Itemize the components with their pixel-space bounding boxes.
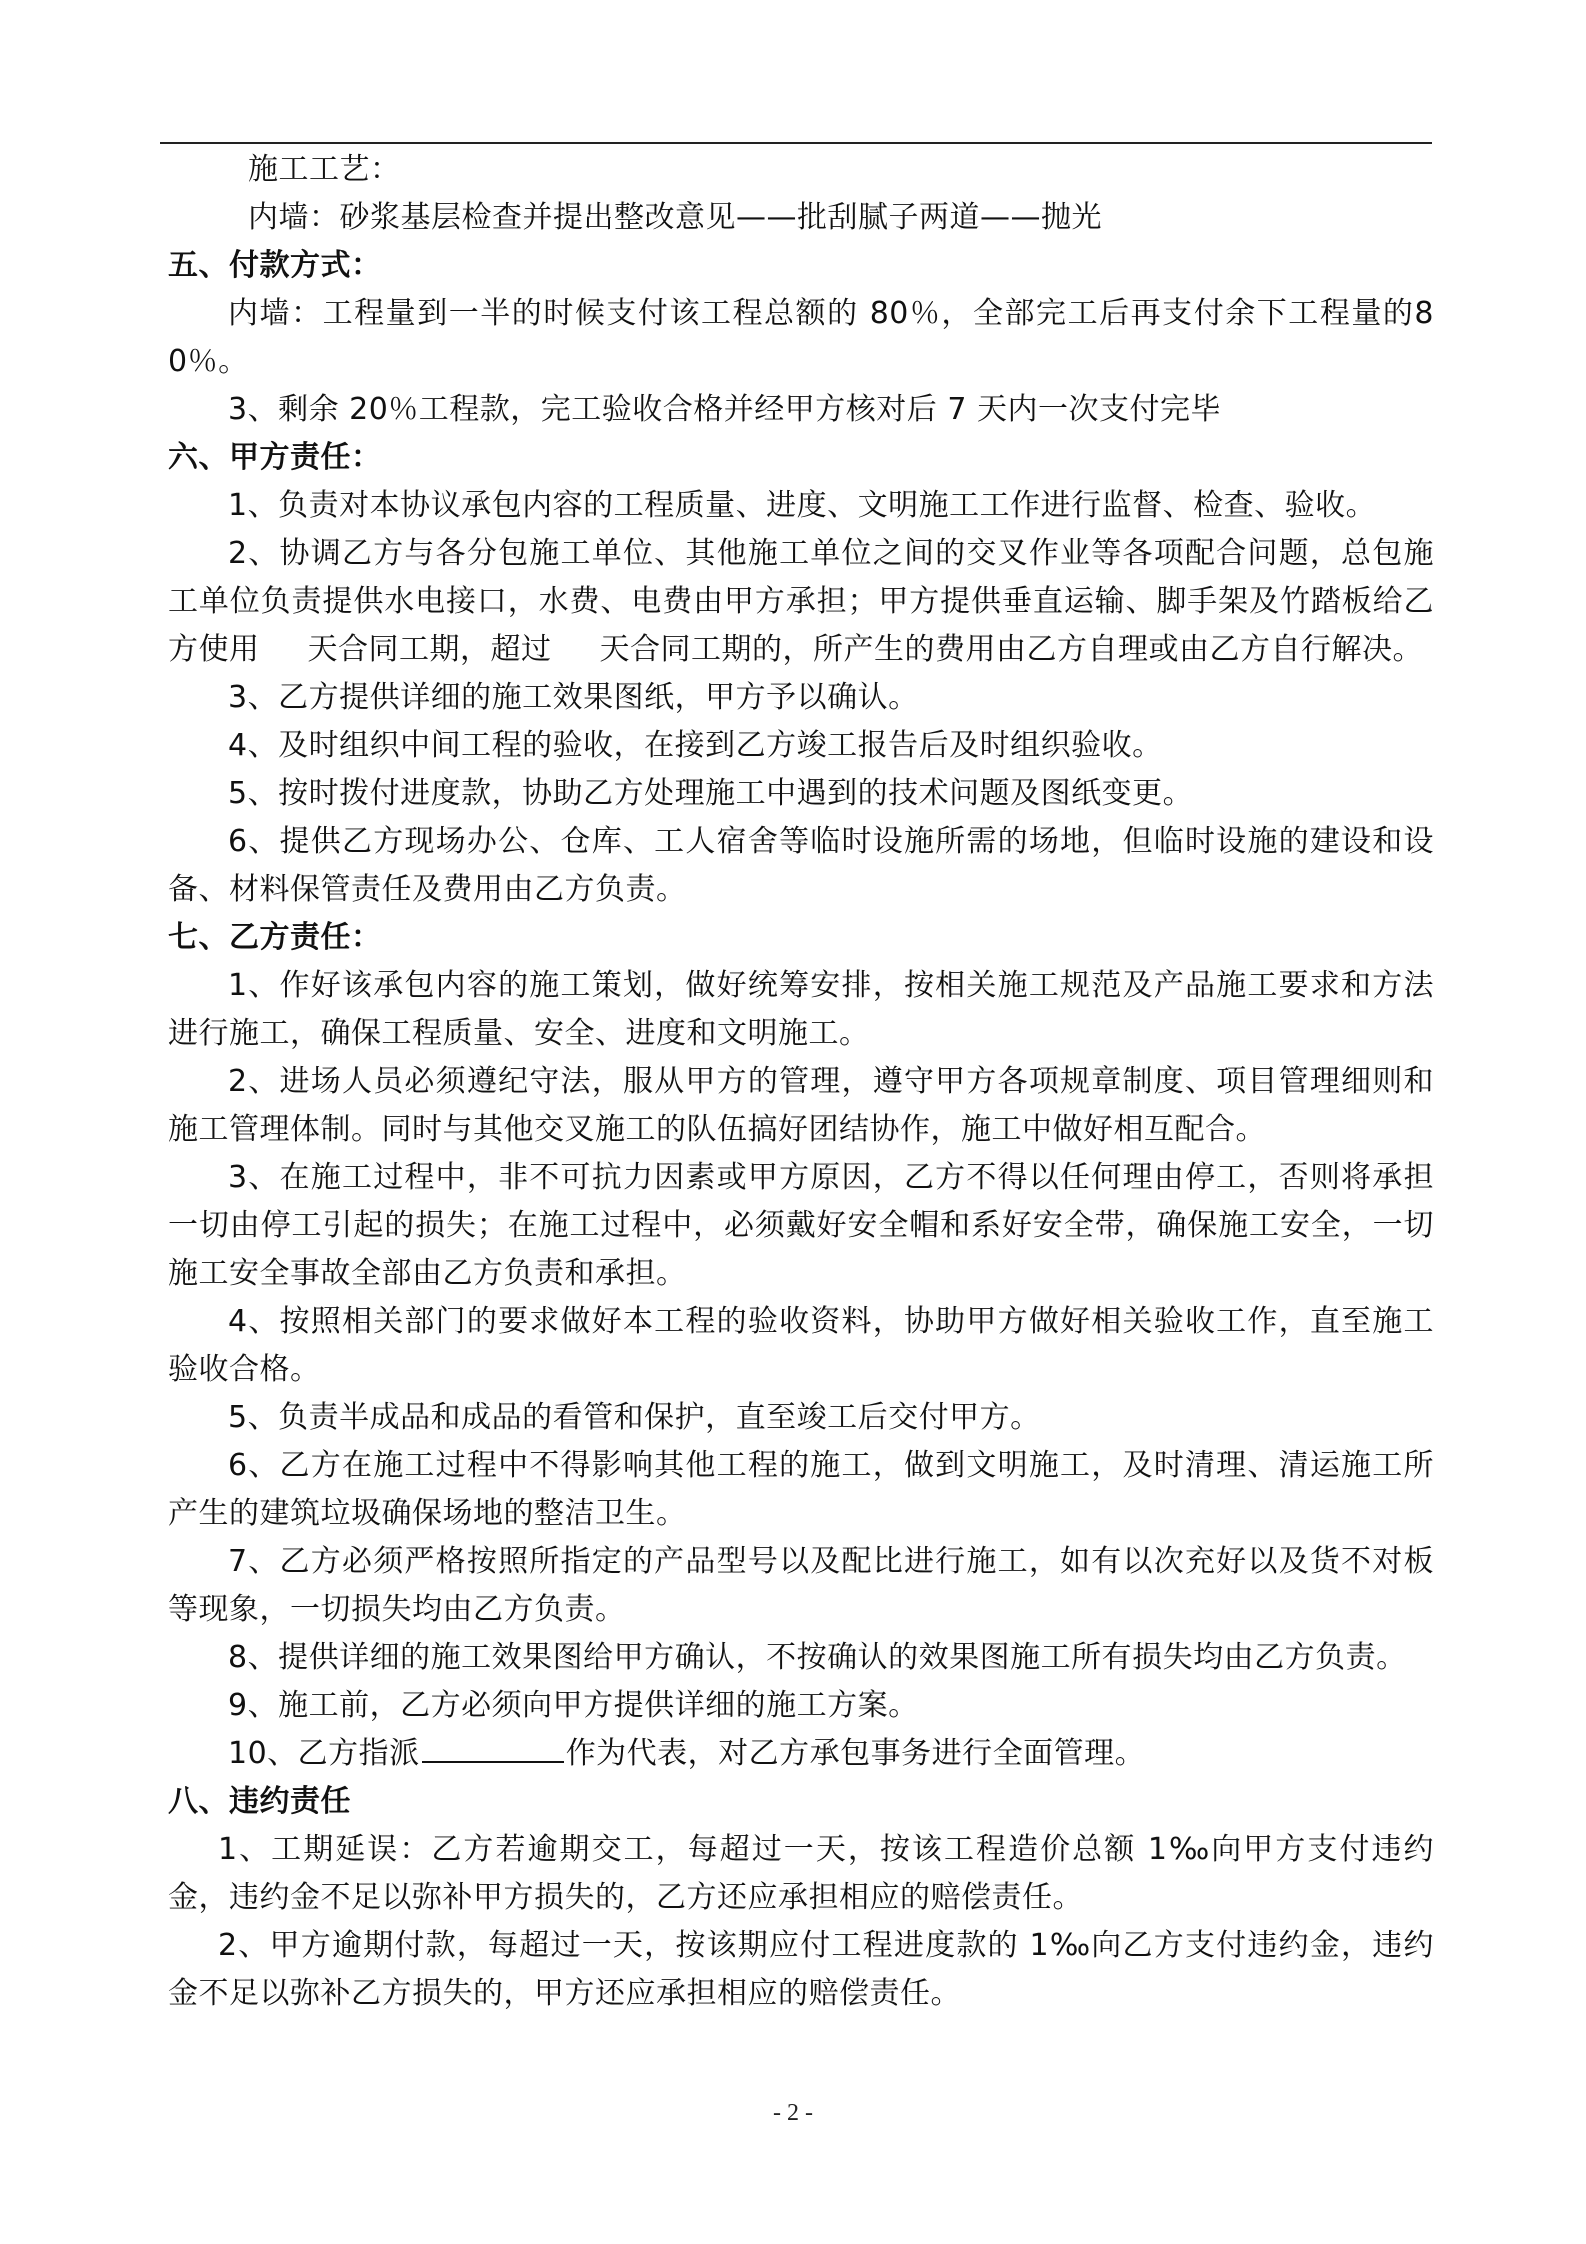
party-b-item-8: 8、提供详细的施工效果图给甲方确认，不按确认的效果图施工所有损失均由乙方负责。 [228,1640,1407,1675]
party-b-item-9: 9、施工前，乙方必须向甲方提供详细的施工方案。 [228,1688,919,1723]
payment-item-3: 3、剩余 20％工程款，完工验收合格并经甲方核对后 7 天内一次支付完毕 [228,392,1221,427]
page-number: - 2 - [773,2100,813,2126]
party-a-item-2-text-2: 天合同工期，超过 [307,632,552,667]
breach-item-2: 2、甲方逾期付款，每超过一天，按该期应付工程进度款的 1‰向乙方支付违约金，违约金不足以弥补乙方损失的，甲方还应承担相应的赔偿责任。 [168,1928,1434,2011]
party-a-item-3: 3、乙方提供详细的施工效果图纸，甲方予以确认。 [228,680,919,715]
party-a-item-2-text-3: 天合同工期的，所产生的费用由乙方自理或由乙方自行解决。 [599,632,1423,667]
party-b-item-10 [168,1730,1434,1778]
section-heading-5: 五、付款方式： [168,248,382,283]
party-a-item-1: 1、负责对本协议承包内容的工程质量、进度、文明施工工作进行监督、检查、验收。 [228,488,1377,523]
party-b-item-6: 6、乙方在施工过程中不得影响其他工程的施工，做到文明施工，及时清理、清运施工所产生的建筑垃圾确保场地的整洁卫生。 [168,1448,1434,1531]
party-b-item-5: 5、负责半成品和成品的看管和保护，直至竣工后交付甲方。 [228,1400,1041,1435]
party-b-item-2: 2、进场人员必须遵纪守法，服从甲方的管理，遵守甲方各项规章制度、项目管理细则和施工管理体制。同时与其他交叉施工的队伍搞好团结协作，施工中做好相互配合。 [168,1064,1434,1147]
party-b-item-7: 7、乙方必须严格按照所指定的产品型号以及配比进行施工，如有以次充好以及货不对板等现象，一切损失均由乙方负责。 [168,1544,1434,1627]
party-a-item-5: 5、按时拨付进度款，协助乙方处理施工中遇到的技术问题及图纸变更。 [228,776,1194,811]
party-a-item-2 [168,530,1434,674]
section-heading-7: 七、乙方责任： [168,920,382,955]
payment-interior: 内墙：工程量到一半的时候支付该工程总额的 80％，全部完工后再支付余下工程量的80％。 [168,296,1434,379]
header-rule [160,142,1432,144]
document-body [168,146,1434,2018]
section-heading-8: 八、违约责任 [168,1784,351,1819]
section-heading-6: 六、甲方责任： [168,440,382,475]
party-a-item-6: 6、提供乙方现场办公、仓库、工人宿舍等临时设施所需的场地，但临时设施的建设和设备、材料保管责任及费用由乙方负责。 [168,824,1434,907]
party-a-item-4: 4、及时组织中间工程的验收，在接到乙方竣工报告后及时组织验收。 [228,728,1163,763]
craft-interior: 内墙：砂浆基层检查并提出整改意见——批刮腻子两道——抛光 [248,200,1102,235]
representative-blank [422,1731,564,1763]
party-b-item-1: 1、作好该承包内容的施工策划，做好统筹安排，按相关施工规范及产品施工要求和方法进行施工，确保工程质量、安全、进度和文明施工。 [168,968,1434,1051]
party-b-item-10-text-2: 作为代表，对乙方承包事务进行全面管理。 [565,1736,1146,1771]
party-b-item-10-text-1: 10、乙方指派 [228,1736,420,1771]
party-b-item-4: 4、按照相关部门的要求做好本工程的验收资料，协助甲方做好相关验收工作，直至施工验收合格。 [168,1304,1434,1387]
party-a-item-2-text-1: 2、协调乙方与各分包施工单位、其他施工单位之间的交叉作业等各项配合问题，总包施工单位负责提供水电接口，水费、电费由甲方承担；甲方提供垂直运输、脚手架及竹踏板给乙方使用 [168,536,1434,667]
craft-title: 施工工艺： [248,152,401,187]
breach-item-1: 1、工期延误：乙方若逾期交工，每超过一天，按该工程造价总额 1‰向甲方支付违约金，违约金不足以弥补甲方损失的，乙方还应承担相应的赔偿责任。 [168,1832,1434,1915]
party-b-item-3: 3、在施工过程中，非不可抗力因素或甲方原因，乙方不得以任何理由停工，否则将承担一切由停工引起的损失；在施工过程中，必须戴好安全帽和系好安全带，确保施工安全，一切施工安全事故全部由乙方负责和承担。 [168,1160,1434,1291]
